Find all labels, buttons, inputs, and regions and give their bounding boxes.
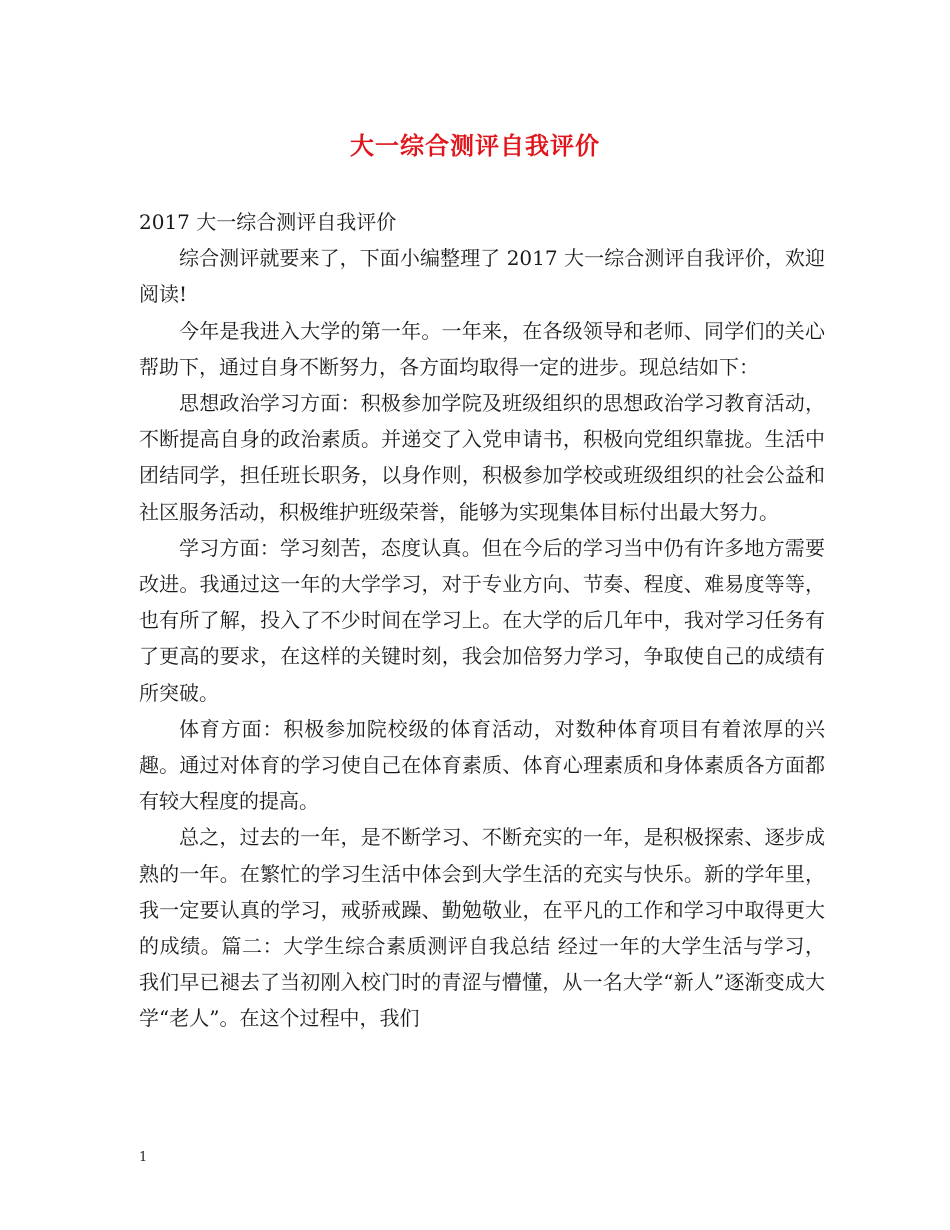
paragraph-overview: 今年是我进入大学的第一年。一年来，在各级领导和老师、同学们的关心帮助下，通过自身不断努力，各方面均取得一定的进步。现总结如下： [139,318,825,379]
page-number: 1 [139,1150,148,1165]
document-subtitle: 2017 大一综合测评自我评价 [139,210,397,234]
paragraph-summary: 总之，过去的一年，是不断学习、不断充实的一年，是积极探索、逐步成熟的一年。在繁忙的学习生活中体会到大学生活的充实与快乐。新的学年里，我一定要认真的学习，戒骄戒躁、勤勉敬业，在平凡的工作和学习中取得更大的成绩。篇二：大学生综合素质测评自我总结 经过一年的大学生活与学习，我们早已褪去了当初刚入校门时的青涩与懵懂，从一名大学“新人”逐渐变成大学“老人”。在这个过程中，我们 [139,825,825,1031]
paragraph-intro: 综合测评就要来了，下面小编整理了 2017 大一综合测评自我评价，欢迎阅读! [139,246,825,307]
paragraph-political: 思想政治学习方面：积极参加学院及班级组织的思想政治学习教育活动，不断提高自身的政治素质。并递交了入党申请书，积极向党组织靠拢。生活中团结同学，担任班长职务，以身作则，积极参加学校或班级组织的社会公益和社区服务活动，积极维护班级荣誉，能够为实现集体目标付出最大努力。 [139,391,825,524]
document-title: 大一综合测评自我评价 [350,131,600,160]
paragraph-study: 学习方面：学习刻苦，态度认真。但在今后的学习当中仍有许多地方需要改进。我通过这一年的大学学习，对于专业方向、节奏、程度、难易度等等，也有所了解，投入了不少时间在学习上。在大学的后几年中，我对学习任务有了更高的要求，在这样的关键时刻，我会加倍努力学习，争取使自己的成绩有所突破。 [139,535,825,705]
paragraph-sports: 体育方面：积极参加院校级的体育活动，对数种体育项目有着浓厚的兴趣。通过对体育的学习使自己在体育素质、体育心理素质和身体素质各方面都有较大程度的提高。 [139,716,825,814]
document-body [139,204,825,1037]
